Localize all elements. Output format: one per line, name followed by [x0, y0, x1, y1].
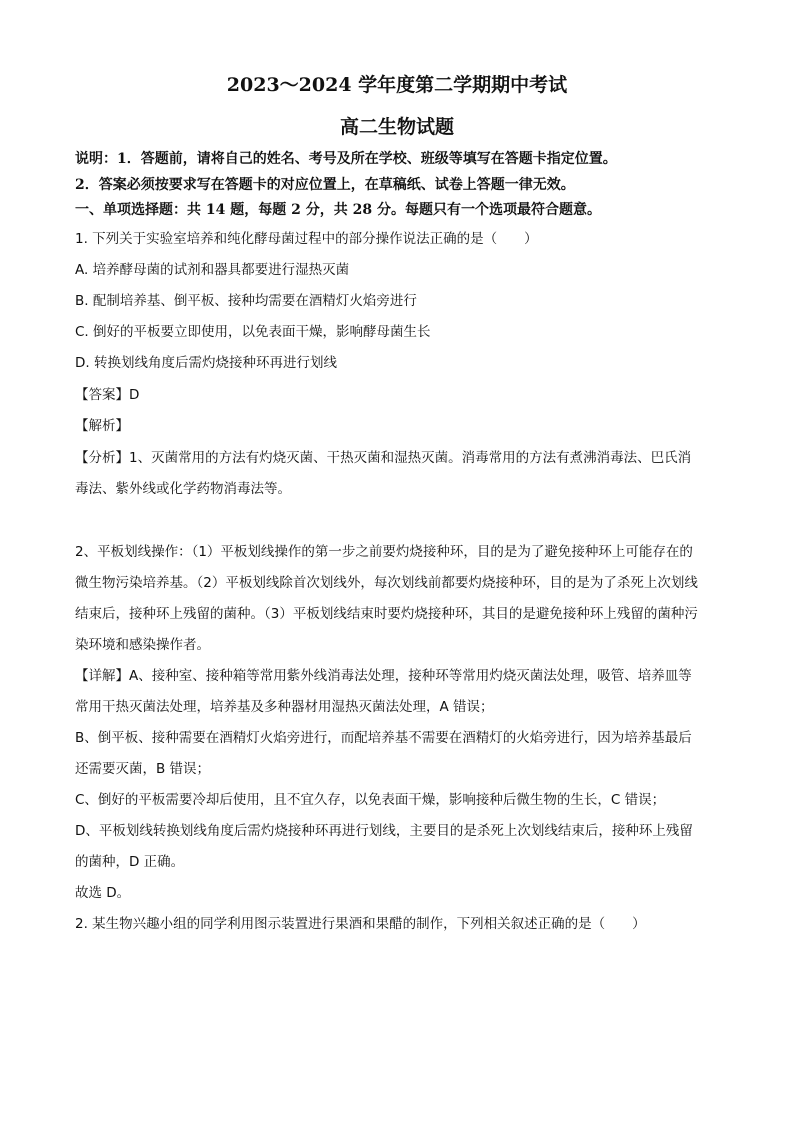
detail-line: D、平板划线转换划线角度后需灼烧接种环再进行划线，主要目的是杀死上次划线结束后，接种环上残留 [75, 823, 693, 839]
question-1-stem: 1. 下列关于实验室培养和纯化酵母菌过程中的部分操作说法正确的是（ ） [75, 231, 538, 247]
analysis-label: 【解析】 [75, 418, 129, 434]
detail-line: 常用干热灭菌法处理，培养基及多种器材用湿热灭菌法处理，A 错误； [75, 699, 494, 715]
answer-line: 【答案】D [75, 387, 140, 403]
detail-line: B、倒平板、接种需要在酒精灯火焰旁进行，而配培养基不需要在酒精灯的火焰旁进行，因为培养基最后 [75, 730, 692, 746]
instruction-1: 说明：1．答题前，请将自己的姓名、考号及所在学校、班级等填写在答题卡指定位置。 [75, 151, 617, 167]
instruction-2: 2．答案必须按要求写在答题卡的对应位置上，在草稿纸、试卷上答题一律无效。 [75, 177, 575, 193]
detail-line: 【详解】A、接种室、接种箱等常用紫外线消毒法处理，接种环等常用灼烧灭菌法处理，吸管、培养皿等 [75, 668, 692, 684]
option-b: B. 配制培养基、倒平板、接种均需要在酒精灯火焰旁进行 [75, 293, 417, 309]
option-a: A. 培养酵母菌的试剂和器具都要进行湿热灭菌 [75, 262, 350, 278]
option-d: D. 转换划线角度后需灼烧接种环再进行划线 [75, 355, 337, 371]
point2-line: 2、平板划线操作：（1）平板划线操作的第一步之前要灼烧接种环，目的是为了避免接种环上可能存在的 [75, 544, 693, 560]
analysis-line: 毒法、紫外线或化学药物消毒法等。 [75, 481, 291, 497]
question-2-stem: 2. 某生物兴趣小组的同学利用图示装置进行果酒和果醋的制作，下列相关叙述正确的是（ ） [75, 916, 646, 932]
point2-line: 结束后，接种环上残留的菌种。（3）平板划线结束时要灼烧接种环，其目的是避免接种环上残留的菌种污 [75, 606, 698, 622]
option-c: C. 倒好的平板要立即使用，以免表面干燥，影响酵母菌生长 [75, 324, 431, 340]
exam-subtitle: 高二生物试题 [339, 116, 454, 138]
point2-line: 微生物污染培养基。（2）平板划线除首次划线外，每次划线前都要灼烧接种环，目的是为了杀死上次划线 [75, 575, 698, 591]
exam-title: 2023～2024 学年度第二学期期中考试 [226, 74, 568, 96]
point2-line: 染环境和感染操作者。 [75, 637, 210, 653]
section-heading: 一、单项选择题：共 14 题，每题 2 分，共 28 分。每题只有一个选项最符合题意。 [75, 202, 601, 218]
analysis-line: 【分析】1、灭菌常用的方法有灼烧灭菌、干热灭菌和湿热灭菌。消毒常用的方法有煮沸消毒法、巴氏消 [75, 450, 692, 466]
detail-line: 故选 D。 [75, 885, 131, 901]
detail-line: 还需要灭菌，B 错误； [75, 761, 211, 777]
detail-line: C、倒好的平板需要冷却后使用，且不宜久存，以免表面干燥，影响接种后微生物的生长，C 错误； [75, 792, 666, 808]
detail-line: 的菌种，D 正确。 [75, 854, 185, 870]
